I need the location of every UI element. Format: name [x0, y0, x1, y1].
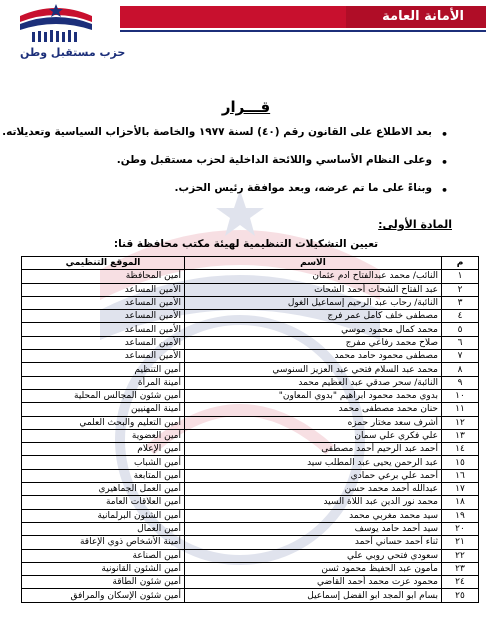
- member-position: أمين شئون الطاقة: [22, 576, 185, 589]
- member-position: أمين التعليم والبحث العلمي: [22, 416, 185, 429]
- table-row: [22, 549, 479, 562]
- table-row: [22, 363, 479, 376]
- member-position: أمينة المهنيين: [22, 403, 185, 416]
- member-position: أمينة المرأة: [22, 376, 185, 389]
- bullet-icon: •: [440, 128, 448, 141]
- table-row: [22, 576, 479, 589]
- band-title: الأمانة العامة: [382, 9, 464, 24]
- table-row: [22, 536, 479, 549]
- member-position: الأمين المساعد: [22, 323, 185, 336]
- table-row: [22, 483, 479, 496]
- member-name: مأمون عبد الحفيظ محمود ثسن: [185, 562, 442, 575]
- row-number: ١: [442, 270, 479, 283]
- member-position: الأمين المساعد: [22, 283, 185, 296]
- table-row: [22, 469, 479, 482]
- member-name: عبد الفتاح الشحات أحمد الشحات: [185, 283, 442, 296]
- member-position: أمينة الأشخاص ذوي الإعاقة: [22, 536, 185, 549]
- table-row: [22, 403, 479, 416]
- table-row: [22, 522, 479, 535]
- table-row: [22, 562, 479, 575]
- column-header-number: م: [442, 257, 479, 270]
- member-position: أمين العلاقات العامة: [22, 496, 185, 509]
- column-header-name: الاسم: [185, 257, 442, 270]
- member-name: محمود عزت محمد أحمد القاضي: [185, 576, 442, 589]
- row-number: ١٠: [442, 389, 479, 402]
- row-number: ٣: [442, 296, 479, 309]
- row-number: ١٩: [442, 509, 479, 522]
- table-row: [22, 283, 479, 296]
- row-number: ٢١: [442, 536, 479, 549]
- table-row: [22, 456, 479, 469]
- table-row: [22, 496, 479, 509]
- table-row: [22, 509, 479, 522]
- preamble-paragraph: وعلى النظام الأساسي واللائحة الداخلية لحزب مستقبل وطن.: [116, 154, 432, 166]
- party-logo-text: حزب مستقبل وطن: [20, 46, 126, 59]
- row-number: ٨: [442, 363, 479, 376]
- row-number: ١٦: [442, 469, 479, 482]
- member-position: أمين الإعلام: [22, 443, 185, 456]
- member-position: أمين الشباب: [22, 456, 185, 469]
- table-title: تعيين التشكيلات التنظيمية لهيئة مكتب محافظة قنا:: [113, 238, 379, 250]
- party-logo: [6, 2, 126, 59]
- page-header: [0, 0, 492, 60]
- member-name: أحمد عبد الرحيم أحمد مصطفى: [185, 443, 442, 456]
- row-number: ٢٥: [442, 589, 479, 602]
- bullet-icon: •: [440, 156, 448, 169]
- party-logo-icon: [6, 2, 106, 46]
- member-name: محمد نور الدين عبد اللاة السيد: [185, 496, 442, 509]
- member-name: عبدالله أحمد محمد حسن: [185, 483, 442, 496]
- members-table: [21, 256, 479, 603]
- row-number: ١١: [442, 403, 479, 416]
- member-position: أمين العضوية: [22, 429, 185, 442]
- row-number: ٦: [442, 336, 479, 349]
- table-row: [22, 416, 479, 429]
- table-row: [22, 376, 479, 389]
- member-name: أشرف سعد مختار حمزه: [185, 416, 442, 429]
- table-row: [22, 389, 479, 402]
- row-number: ٢٤: [442, 576, 479, 589]
- row-number: ٢: [442, 283, 479, 296]
- row-number: ١٧: [442, 483, 479, 496]
- member-name: بسام ابو المجد ابو الفضل إسماعيل: [185, 589, 442, 602]
- member-name: النائب/ محمد عبدالفتاح ادم عثمان: [185, 270, 442, 283]
- member-name: أحمد علي برعي حمادي: [185, 469, 442, 482]
- table-header-row: [22, 257, 479, 270]
- member-name: علي فكري علي سمان: [185, 429, 442, 442]
- member-position: أمين الصناعة: [22, 549, 185, 562]
- preamble-paragraph: وبناءً على ما تم عرضه، وبعد موافقة رئيس الحزب.: [174, 182, 432, 194]
- bullet-icon: •: [440, 184, 448, 197]
- table-row: [22, 336, 479, 349]
- member-name: النائبة/ سحر صدقي عبد العظيم محمد: [185, 376, 442, 389]
- member-name: ثناء أحمد حساني أحمد: [185, 536, 442, 549]
- member-position: أمين التنظيم: [22, 363, 185, 376]
- member-name: محمد عبد السلام فتحي عبد العزيز السنوسي: [185, 363, 442, 376]
- table-row: [22, 270, 479, 283]
- member-position: أمين شئون المجالس المحلية: [22, 389, 185, 402]
- member-name: سيد أحمد حامد يوسف: [185, 522, 442, 535]
- member-position: أمين الشئون البرلمانية: [22, 509, 185, 522]
- row-number: ٥: [442, 323, 479, 336]
- header-band: [120, 6, 486, 28]
- header-divider: [120, 30, 486, 32]
- row-number: ٩: [442, 376, 479, 389]
- table-row: [22, 443, 479, 456]
- row-number: ٤: [442, 310, 479, 323]
- member-position: الأمين المساعد: [22, 336, 185, 349]
- row-number: ١٨: [442, 496, 479, 509]
- table-row: [22, 350, 479, 363]
- row-number: ٢٢: [442, 549, 479, 562]
- member-name: سيد محمد مغربي محمد: [185, 509, 442, 522]
- member-position: أمين شئون الإسكان والمرافق: [22, 589, 185, 602]
- row-number: ٢٠: [442, 522, 479, 535]
- member-name: مصطفى محمود حامد محمد: [185, 350, 442, 363]
- member-name: حنان محمد مصطفى محمد: [185, 403, 442, 416]
- row-number: ٧: [442, 350, 479, 363]
- row-number: ١٣: [442, 429, 479, 442]
- member-position: أمين العمال: [22, 522, 185, 535]
- member-name: عبد الرحمن يحيى عبد المطلب سيد: [185, 456, 442, 469]
- row-number: ١٢: [442, 416, 479, 429]
- preamble-paragraph: بعد الاطلاع على القانون رقم (٤٠) لسنة ١٩٧٧ والخاصة بالأحزاب السياسية وتعديلاته.: [2, 126, 432, 138]
- member-name: سعودي فتحي روبي علي: [185, 549, 442, 562]
- member-position: أمين العمل الجماهيري: [22, 483, 185, 496]
- member-position: الأمين المساعد: [22, 350, 185, 363]
- table-row: [22, 296, 479, 309]
- member-position: أمين المحافظة: [22, 270, 185, 283]
- column-header-position: الموقع التنظيمي: [22, 257, 185, 270]
- member-name: صلاح محمد رفاعي مفرج: [185, 336, 442, 349]
- member-position: أمين الشئون القانونية: [22, 562, 185, 575]
- table-row: [22, 429, 479, 442]
- member-position: الأمين المساعد: [22, 310, 185, 323]
- row-number: ٢٣: [442, 562, 479, 575]
- decision-title: قـــرار: [221, 98, 271, 116]
- row-number: ١٥: [442, 456, 479, 469]
- table-row: [22, 323, 479, 336]
- member-position: الأمين المساعد: [22, 296, 185, 309]
- member-name: بدوي محمد محمود ابراهيم "بدوي المعاون": [185, 389, 442, 402]
- row-number: ١٤: [442, 443, 479, 456]
- table-row: [22, 310, 479, 323]
- member-name: محمد كمال محمود موسي: [185, 323, 442, 336]
- table-row: [22, 589, 479, 602]
- member-name: مصطفى خلف كامل عمر فرج: [185, 310, 442, 323]
- article-label: المادة الأولى:: [378, 218, 452, 231]
- member-name: النائبة/ رحاب عبد الرحيم إسماعيل الغول: [185, 296, 442, 309]
- member-position: أمين المتابعة: [22, 469, 185, 482]
